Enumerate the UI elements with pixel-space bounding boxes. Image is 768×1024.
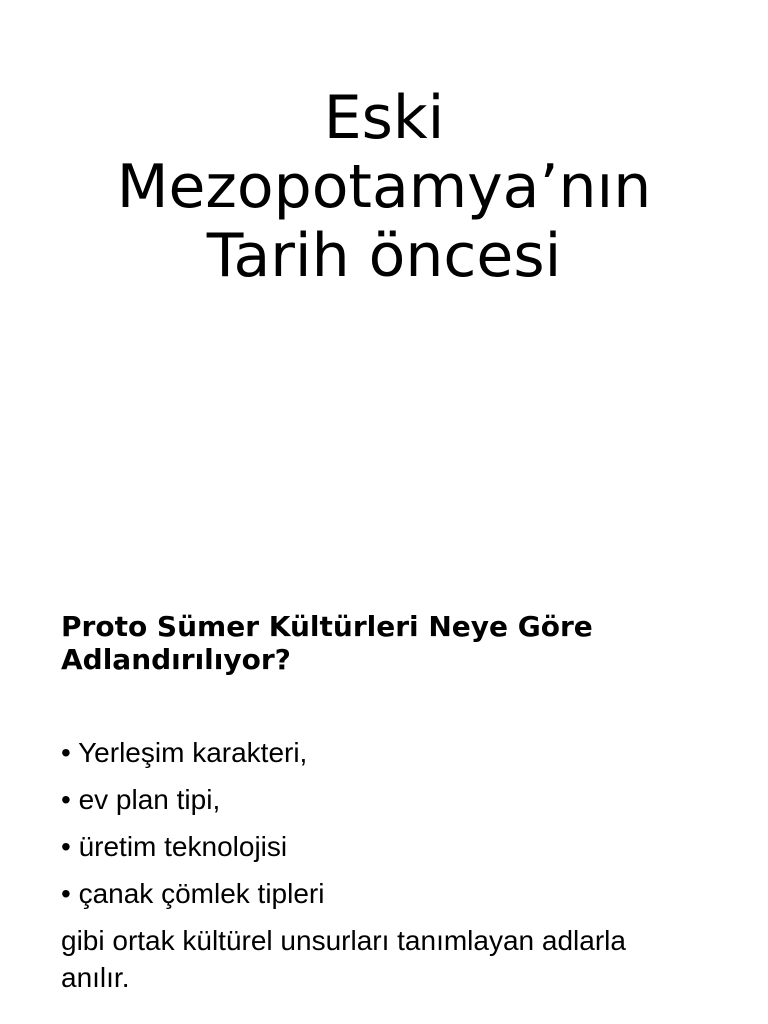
bullet-item: • çanak çömlek tipleri [61,878,325,909]
bullet-item: • üretim teknolojisi [61,831,288,862]
title-line: Eski [323,83,445,153]
title-line: Mezopotamya’nın [116,152,652,222]
heading-line: Adlandırılıyor? [61,643,291,676]
bullet-item: • ev plan tipi, [61,784,221,815]
closing-line: gibi ortak kültürel unsurları tanımlayan adlarla [61,925,626,956]
slide-title [0,84,768,291]
bullet-item: • Yerleşim karakteri, [61,737,308,768]
closing-line: anılır. [61,962,130,993]
bullet-list [61,729,324,917]
closing-text [61,922,741,996]
title-line: Tarih öncesi [206,221,562,291]
heading-line: Proto Sümer Kültürleri Neye Göre [61,610,593,643]
section-heading [61,610,741,676]
